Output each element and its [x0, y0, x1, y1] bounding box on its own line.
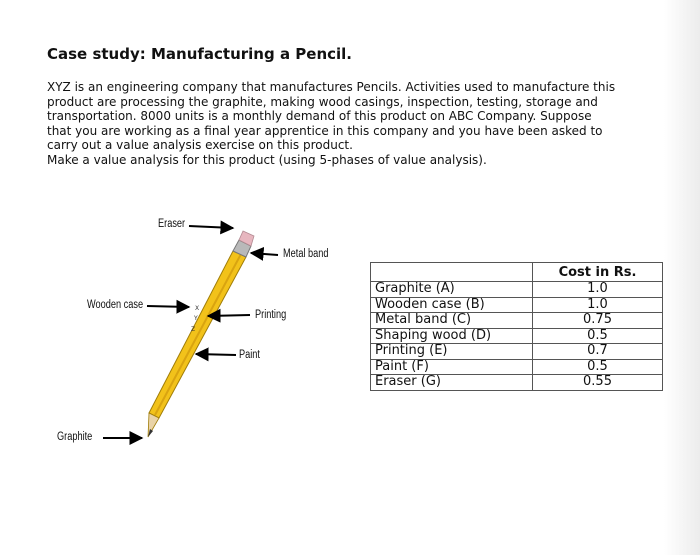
label-graphite: Graphite	[57, 431, 93, 443]
cost-cell: 0.7	[533, 344, 663, 360]
table-row	[371, 282, 663, 298]
label-eraser: Eraser	[158, 218, 186, 230]
pencil-illustration	[148, 231, 254, 437]
item-cell: Eraser (G)	[371, 375, 533, 391]
table-header-cell	[371, 263, 533, 282]
table-header-row	[371, 263, 663, 282]
item-cell: Shaping wood (D)	[371, 328, 533, 344]
arrow-paint	[196, 354, 236, 355]
arrow-eraser	[189, 226, 233, 228]
arrow-metal-band	[251, 253, 278, 255]
table-row	[371, 297, 663, 313]
table-row	[371, 375, 663, 391]
case-study-title: Case study: Manufacturing a Pencil.	[47, 45, 353, 63]
paragraph-line: XYZ is an engineering company that manufactures Pencils. Activities used to manufacture this	[47, 80, 616, 94]
cost-table	[370, 262, 663, 391]
paragraph-line: carry out a value analysis exercise on this product.	[47, 138, 353, 153]
paragraph-line: Make a value analysis for this product (using 5-phases of value analysis).	[47, 152, 487, 167]
item-cell: Wooden case (B)	[371, 297, 533, 313]
cost-cell: 1.0	[533, 297, 663, 313]
item-cell: Graphite (A)	[371, 282, 533, 298]
cost-cell: 0.5	[533, 359, 663, 375]
page-edge-shadow	[664, 0, 700, 555]
paragraph-line: product are processing the graphite, making wood casings, inspection, testing, storage and	[47, 94, 598, 109]
label-wooden-case: Wooden case	[87, 299, 144, 311]
table-row	[371, 344, 663, 360]
item-cell: Metal band (C)	[371, 313, 533, 329]
table-row	[371, 313, 663, 329]
label-printing: Printing	[255, 309, 287, 321]
pencil-wood-shading	[155, 254, 241, 415]
paragraph-line: transportation. 8000 units is a monthly demand of this product on ABC Company. Suppose	[47, 109, 592, 124]
cost-cell: 1.0	[533, 282, 663, 298]
label-metal-band: Metal band	[283, 248, 329, 260]
label-paint: Paint	[239, 349, 260, 361]
cost-cell: 0.55	[533, 375, 663, 391]
pencil-mark: Y	[194, 315, 198, 322]
table-row	[371, 328, 663, 344]
arrow-printing	[208, 315, 250, 316]
pencil-diagram	[0, 0, 360, 470]
cost-cell: 0.5	[533, 328, 663, 344]
table-row	[371, 359, 663, 375]
pencil-mark: Z	[191, 326, 196, 333]
paragraph-line: that you are working as a final year apprentice in this company and you have been asked to	[47, 123, 603, 138]
pencil-mark: X	[195, 305, 200, 312]
arrow-wooden-case	[147, 306, 189, 307]
cost-cell: 0.75	[533, 313, 663, 329]
item-cell: Printing (E)	[371, 344, 533, 360]
table-header-cell: Cost in Rs.	[533, 263, 663, 282]
item-cell: Paint (F)	[371, 359, 533, 375]
